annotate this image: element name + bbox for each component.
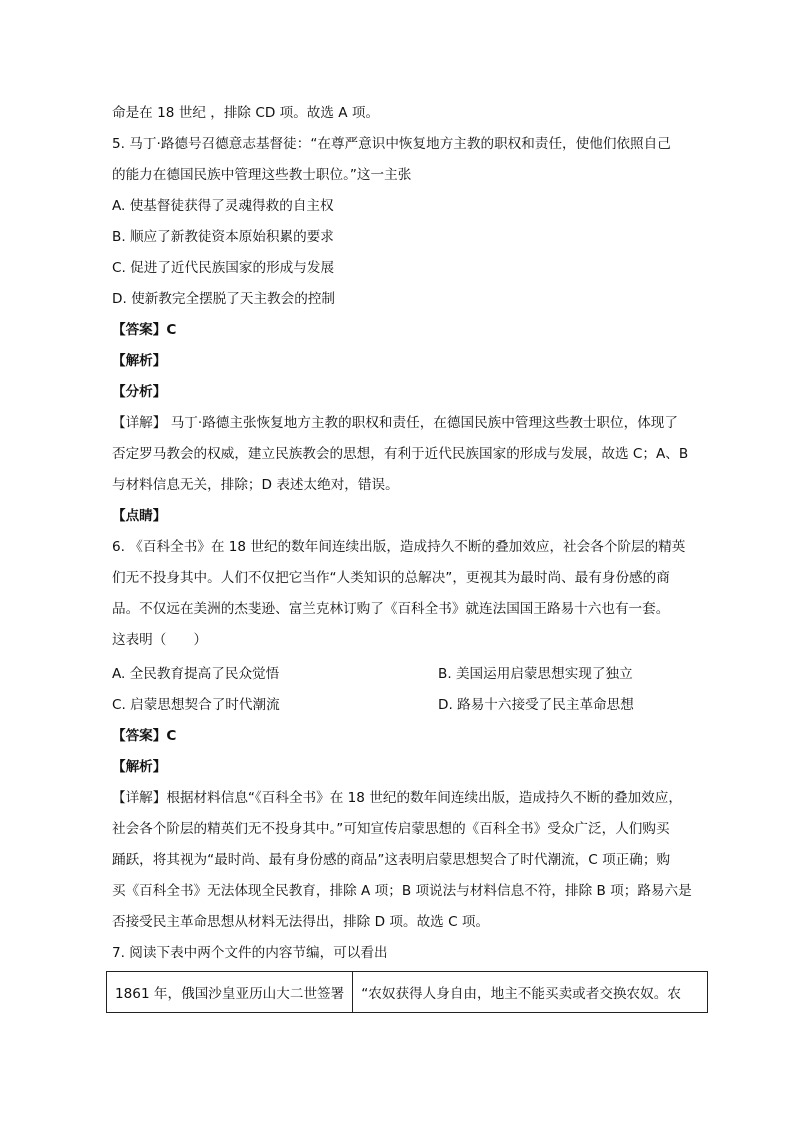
q5-stem-line-2: 的能力在德国民族中管理这些教士职位。”这一主张	[112, 167, 412, 183]
q6-detail-line-2: 社会各个阶层的精英们无不投身其中。”可知宣传启蒙思想的《百科全书》受众广泛，人们购买	[112, 821, 670, 837]
q6-detail-line-1: 【详解】根据材料信息“《百科全书》在 18 世纪的数年间连续出版，造成持久不断的叠加效应，	[112, 790, 682, 806]
previous-answer-tail: 命是在 18 世纪 ，排除 CD 项。故选 A 项。	[112, 105, 380, 121]
q6-analysis-label: 【解析】	[112, 759, 167, 775]
table-cell-date-signer: 1861 年，俄国沙皇亚历山大二世签署	[107, 972, 353, 1013]
q6-detail-line-5: 否接受民主革命思想从材料无法得出，排除 D 项。故选 C 项。	[112, 914, 490, 930]
q6-stem-line-2: 们无不投身其中。人们不仅把它当作“人类知识的总解决”，更视其为最时尚、最有身份感的商	[112, 570, 670, 586]
q5-option-b: B. 顺应了新教徒资本原始积累的要求	[112, 229, 334, 245]
q5-answer: 【答案】C	[112, 322, 177, 338]
q5-option-d: D. 使新教完全摆脱了天主教会的控制	[112, 291, 336, 307]
q6-option-d: D. 路易十六接受了民主革命思想	[438, 697, 634, 713]
q5-option-a: A. 使基督徒获得了灵魂得救的自主权	[112, 198, 334, 214]
table-row	[107, 972, 708, 1013]
q6-answer: 【答案】C	[112, 728, 177, 744]
q5-option-c: C. 促进了近代民族国家的形成与发展	[112, 260, 335, 276]
q5-detail-line-1: 【详解】 马丁·路德主张恢复地方主教的职权和责任，在德国民族中管理这些教士职位，体现了	[112, 415, 678, 431]
q5-stem-line-1: 5. 马丁·路德号召德意志基督徒：“在尊严意识中恢复地方主教的职权和责任，使他们依照自己	[112, 136, 671, 152]
q5-detail-line-3: 与材料信息无关，排除；D 表述太绝对，错误。	[112, 477, 399, 493]
q6-detail-line-4: 买《百科全书》无法体现全民教育，排除 A 项；B 项说法与材料信息不符，排除 B 项；路易六是	[112, 883, 692, 899]
q5-dianjing-label: 【点睛】	[112, 508, 167, 524]
q6-stem-line-1: 6. 《百科全书》在 18 世纪的数年间连续出版，造成持久不断的叠加效应，社会各个阶层的精英	[112, 539, 686, 555]
q5-fenxi-label: 【分析】	[112, 384, 167, 400]
q6-option-a: A. 全民教育提高了民众觉悟	[112, 666, 280, 682]
q7-document-table	[106, 971, 708, 1013]
q6-stem-line-3: 品。不仅远在美洲的杰斐逊、富兰克林订购了《百科全书》就连法国国王路易十六也有一套。	[112, 601, 670, 617]
q6-option-b: B. 美国运用启蒙思想实现了独立	[438, 666, 633, 682]
q5-detail-line-2: 否定罗马教会的权威，建立民族教会的思想，有利于近代民族国家的形成与发展，故选 C；A、B	[112, 446, 689, 462]
q5-analysis-label: 【解析】	[112, 353, 167, 369]
q7-stem: 7. 阅读下表中两个文件的内容节编，可以看出	[112, 945, 388, 961]
q6-stem-line-4: 这表明（ ）	[112, 632, 208, 648]
q6-detail-line-3: 踊跃，将其视为“最时尚、最有身份感的商品”这表明启蒙思想契合了时代潮流，C 项正确；购	[112, 852, 671, 868]
table-cell-excerpt: “农奴获得人身自由，地主不能买卖或者交换农奴。农	[353, 972, 708, 1013]
q6-option-c: C. 启蒙思想契合了时代潮流	[112, 697, 280, 713]
